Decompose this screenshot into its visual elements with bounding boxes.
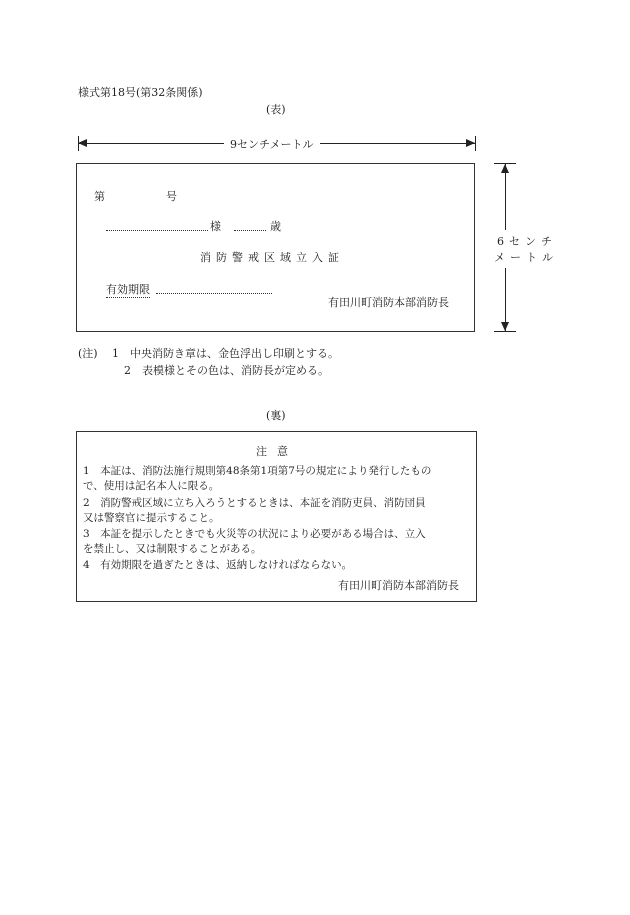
height-dimension-tick-bottom [494,331,516,332]
width-dimension-label: 9センチメートル [224,136,320,152]
height-dimension-label-line1: 6センチ [497,235,557,248]
back-text-line: 又は警察官に提示すること。 [83,512,220,524]
card-title: 消防警戒区域立入証 [200,251,344,264]
arrow-up-icon [501,164,509,173]
height-dimension-label-line2: メートル [494,251,558,264]
back-issuer: 有田川町消防本部消防長 [338,579,459,592]
age-dotted-line [234,220,266,231]
form-number: 様式第18号(第32条関係) [78,86,203,99]
back-side-label: (裏) [266,409,286,422]
age-label: 歳 [270,220,281,233]
number-prefix: 第 [94,190,105,203]
arrow-right-icon [466,139,475,147]
back-text-line: 2 消防警戒区域に立ち入ろうとするときは、本証を消防吏員、消防団員 [83,497,426,509]
back-text-line: で、使用は記名本人に限る。 [83,480,220,492]
note-2: 2 表模様とその色は、消防長が定める。 [124,364,329,377]
note-1: 1 中央消防き章は、金色浮出し印刷とする。 [112,347,339,360]
width-dimension-tick-right [475,136,476,151]
front-side-label: (表) [266,103,286,116]
honorific-label: 様 [210,220,224,233]
validity-label: 有効期限 [106,283,150,296]
back-text-line: 1 本証は、消防法施行規則第48条第1項第7号の規定により発行したもの [83,465,432,477]
arrow-down-icon [501,322,509,331]
validity-dotted-line [156,281,272,294]
arrow-left-icon [78,139,87,147]
back-text-line: 3 本証を提示したときでも火災等の状況により必要がある場合は、立入 [83,528,426,540]
number-suffix: 号 [166,190,177,203]
notes-prefix: (注) [78,347,98,360]
back-text-line: を禁止し、又は制限することがある。 [83,543,262,555]
back-text-line: 4 有効期限を過ぎたときは、返納しなければならない。 [83,559,353,571]
front-issuer: 有田川町消防本部消防長 [328,296,449,309]
caution-title: 注意 [256,445,298,458]
name-dotted-line [106,220,208,231]
